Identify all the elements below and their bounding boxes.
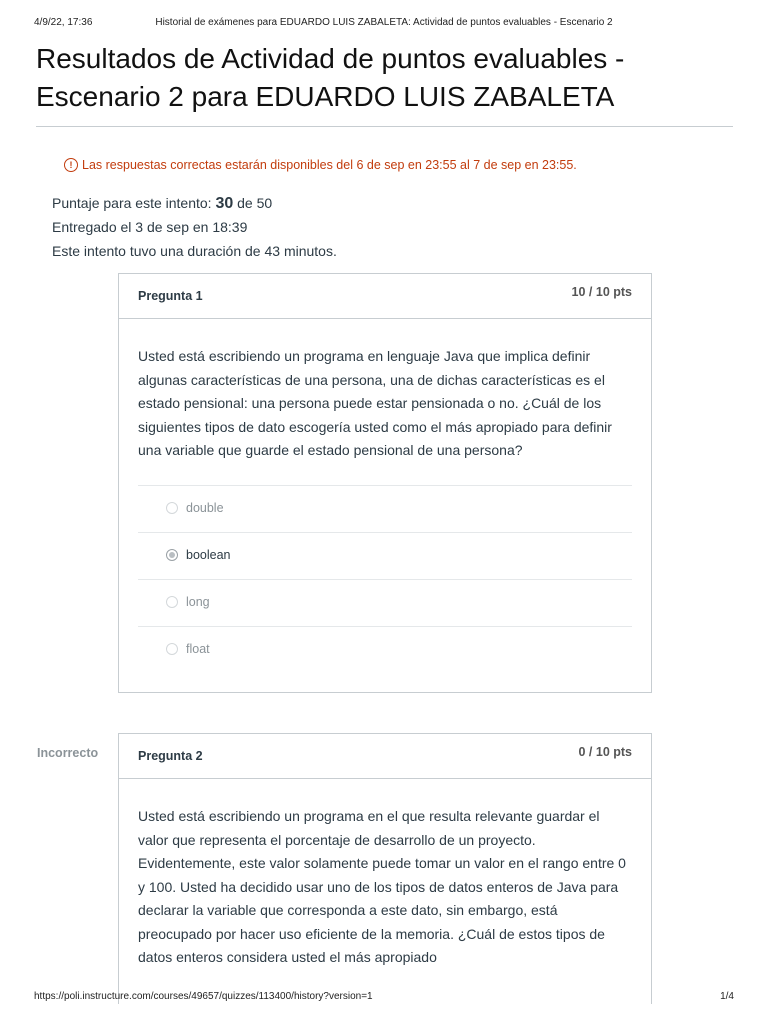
radio-icon[interactable] xyxy=(166,643,178,655)
attempt-summary xyxy=(52,191,337,263)
question-header xyxy=(119,274,651,319)
notice-text: Las respuestas correctas estarán disponibles del 6 de sep en 23:55 al 7 de sep en 23:55. xyxy=(82,158,577,172)
score-label: Puntaje para este intento: xyxy=(52,195,212,211)
warning-circle-icon: ! xyxy=(64,158,78,172)
print-document-title: Historial de exámenes para EDUARDO LUIS ZABALETA: Actividad de puntos evaluables - Escenario 2 xyxy=(155,17,613,28)
page-number: 1/4 xyxy=(720,991,734,1002)
question-name: Pregunta 1 xyxy=(138,289,203,303)
answer-label: double xyxy=(186,500,224,515)
radio-icon[interactable] xyxy=(166,596,178,608)
answer-option[interactable] xyxy=(138,579,632,626)
answer-label: float xyxy=(186,641,210,656)
attempt-score xyxy=(52,191,337,215)
page-title-line-2: Escenario 2 para EDUARDO LUIS ZABALETA xyxy=(36,81,615,112)
attempt-submitted: Entregado el 3 de sep en 18:39 xyxy=(52,219,248,235)
radio-selected-icon[interactable] xyxy=(166,549,178,561)
print-url: https://poli.instructure.com/courses/49657/quizzes/113400/history?version=1 xyxy=(34,991,373,1002)
question-card xyxy=(118,733,652,1004)
print-header xyxy=(34,17,734,31)
page-title xyxy=(36,40,726,116)
question-text: Usted está escribiendo un programa en lenguaje Java que implica definir algunas características de una persona, una de dichas características es el estado pensional: una persona puede estar pensionada o no. ¿Cuál de los siguientes tipos de dato escogería usted como el más apropiado para definir una variable que guarde el estado pensional de una persona? xyxy=(138,348,612,458)
radio-icon[interactable] xyxy=(166,502,178,514)
answer-list xyxy=(138,485,632,673)
question-status-label: Incorrecto xyxy=(37,746,99,760)
answer-option[interactable] xyxy=(138,626,632,673)
question-name: Pregunta 2 xyxy=(138,749,203,763)
attempt-duration: Este intento tuvo una duración de 43 minutos. xyxy=(52,243,337,259)
page-title-line-1: Resultados de Actividad de puntos evaluables - xyxy=(36,43,625,74)
print-footer xyxy=(34,991,734,1005)
answer-option[interactable] xyxy=(138,485,632,532)
answer-option-selected[interactable] xyxy=(138,532,632,579)
title-divider xyxy=(36,126,733,127)
question-card xyxy=(118,273,652,693)
answers-availability-notice xyxy=(64,158,577,172)
question-text: Usted está escribiendo un programa en el que resulta relevante guardar el valor que representa el porcentaje de desarrollo de un proyecto. Evidentemente, este valor solamente puede tomar un valor en el rango entre 0 y 100. Usted ha decidido usar uno de los tipos de datos enteros de Java para declarar la variable que corresponda a este dato, sin embargo, está preocupado por hacer uso eficiente de la memoria. ¿Cuál de estos tipos de datos enteros considera usted el más apropiado xyxy=(138,808,626,965)
question-points: 0 / 10 pts xyxy=(578,745,632,759)
score-value: 30 xyxy=(215,195,234,212)
question-header xyxy=(119,734,651,779)
question-points: 10 / 10 pts xyxy=(571,285,632,299)
print-date: 4/9/22, 17:36 xyxy=(34,17,93,28)
answer-label: boolean xyxy=(186,547,231,562)
score-max: de 50 xyxy=(237,195,273,211)
answer-label: long xyxy=(186,594,210,609)
